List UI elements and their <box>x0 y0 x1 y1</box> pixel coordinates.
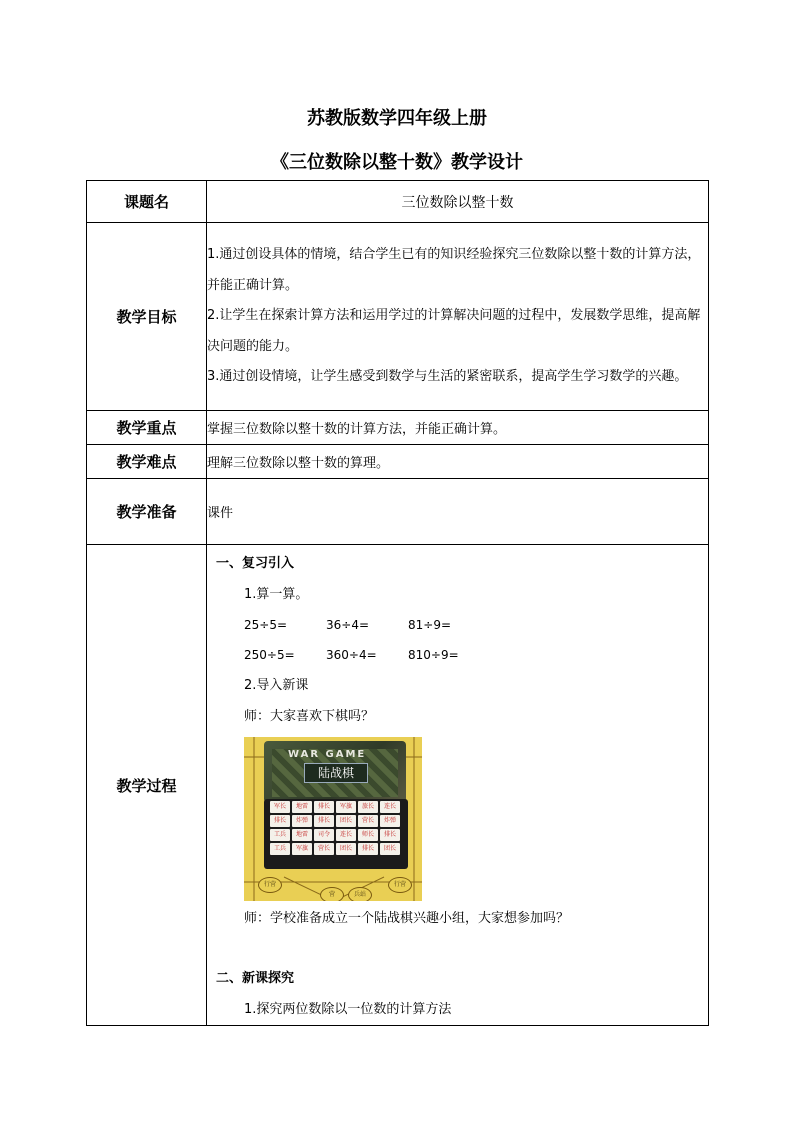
difficulty-value: 理解三位数除以整十数的算理。 <box>207 445 709 479</box>
chess-piece: 团长 <box>336 815 356 827</box>
chess-piece: 军旗 <box>336 801 356 813</box>
key-point-label: 教学重点 <box>87 411 207 445</box>
step-explore: 1.探究两位数除以一位数的计算方法 <box>244 1002 452 1017</box>
goals-list <box>207 223 709 411</box>
box-brand-text: WAR GAME <box>288 749 367 760</box>
chess-piece: 营长 <box>314 843 334 855</box>
preparation-label: 教学准备 <box>87 479 207 545</box>
chess-pieces <box>270 801 402 855</box>
topic-value: 三位数除以整十数 <box>207 181 709 223</box>
chess-piece: 团长 <box>336 843 356 855</box>
chess-piece: 排长 <box>314 815 334 827</box>
army-chess-photo <box>244 737 422 901</box>
chess-piece: 地雷 <box>292 801 312 813</box>
chess-piece: 司令 <box>314 829 334 841</box>
chess-piece: 旅长 <box>358 801 378 813</box>
board-node: 行营 <box>388 877 412 893</box>
chess-piece: 军旗 <box>292 843 312 855</box>
teacher-question-2: 师：学校准备成立一个陆战棋兴趣小组，大家想参加吗？ <box>244 911 570 926</box>
key-point-value: 掌握三位数除以整十数的计算方法，并能正确计算。 <box>207 411 709 445</box>
topic-label: 课题名 <box>87 181 207 223</box>
chess-piece: 营长 <box>358 815 378 827</box>
chess-piece: 排长 <box>380 829 400 841</box>
row-difficulty <box>87 445 709 479</box>
chess-piece: 连长 <box>380 801 400 813</box>
calc-item: 360÷4= <box>326 648 377 662</box>
row-key-point <box>87 411 709 445</box>
section-explore: 二、新课探究 <box>216 971 295 986</box>
goal-item: 1.通过创设具体的情境，结合学生已有的知识经验探究三位数除以整十数的计算方法，并能正确计算。 <box>207 247 701 293</box>
chess-piece: 连长 <box>336 829 356 841</box>
chess-piece: 工兵 <box>270 843 290 855</box>
chess-piece: 炸弹 <box>380 815 400 827</box>
process-label: 教学过程 <box>87 545 207 1026</box>
board-node: 营 <box>320 887 344 901</box>
teacher-question-1: 师：大家喜欢下棋吗？ <box>244 709 375 724</box>
document-subtitle: 《三位数除以整十数》教学设计 <box>271 152 523 173</box>
goal-item: 2.让学生在探索计算方法和运用学过的计算解决问题的过程中，发展数学思维，提高解决问题的能力。 <box>207 308 701 354</box>
row-goals <box>87 223 709 411</box>
section-review: 一、复习引入 <box>216 556 295 571</box>
calc-item: 250÷5= <box>244 648 295 662</box>
step-introduce: 2.导入新课 <box>244 678 309 693</box>
goals-label: 教学目标 <box>87 223 207 411</box>
document-title: 苏教版数学四年级上册 <box>307 108 487 129</box>
calc-row-1 <box>244 610 700 640</box>
chess-piece: 师长 <box>358 829 378 841</box>
chess-piece: 炸弹 <box>292 815 312 827</box>
chess-piece: 工兵 <box>270 829 290 841</box>
calc-item: 36÷4= <box>326 618 370 632</box>
lesson-plan-table <box>86 180 709 1026</box>
chess-piece: 排长 <box>314 801 334 813</box>
chess-piece: 军长 <box>270 801 290 813</box>
row-preparation <box>87 479 709 545</box>
calc-item: 81÷9= <box>408 618 452 632</box>
calc-item: 25÷5= <box>244 618 288 632</box>
goal-item: 3.通过创设情境，让学生感受到数学与生活的紧密联系，提高学生学习数学的兴趣。 <box>207 369 688 385</box>
box-label: 陆战棋 <box>304 763 368 783</box>
chess-piece: 排长 <box>358 843 378 855</box>
calc-item: 810÷9= <box>408 648 459 662</box>
board-node: 行营 <box>258 877 282 893</box>
preparation-value: 课件 <box>207 479 709 545</box>
calc-row-2 <box>244 640 700 670</box>
process-content <box>207 545 709 1026</box>
row-process <box>87 545 709 1026</box>
difficulty-label: 教学难点 <box>87 445 207 479</box>
board-node: 兵站 <box>348 887 372 901</box>
row-topic <box>87 181 709 223</box>
chess-piece: 团长 <box>380 843 400 855</box>
step-calculate: 1.算一算。 <box>244 587 309 602</box>
chess-piece: 排长 <box>270 815 290 827</box>
chess-piece: 地雷 <box>292 829 312 841</box>
